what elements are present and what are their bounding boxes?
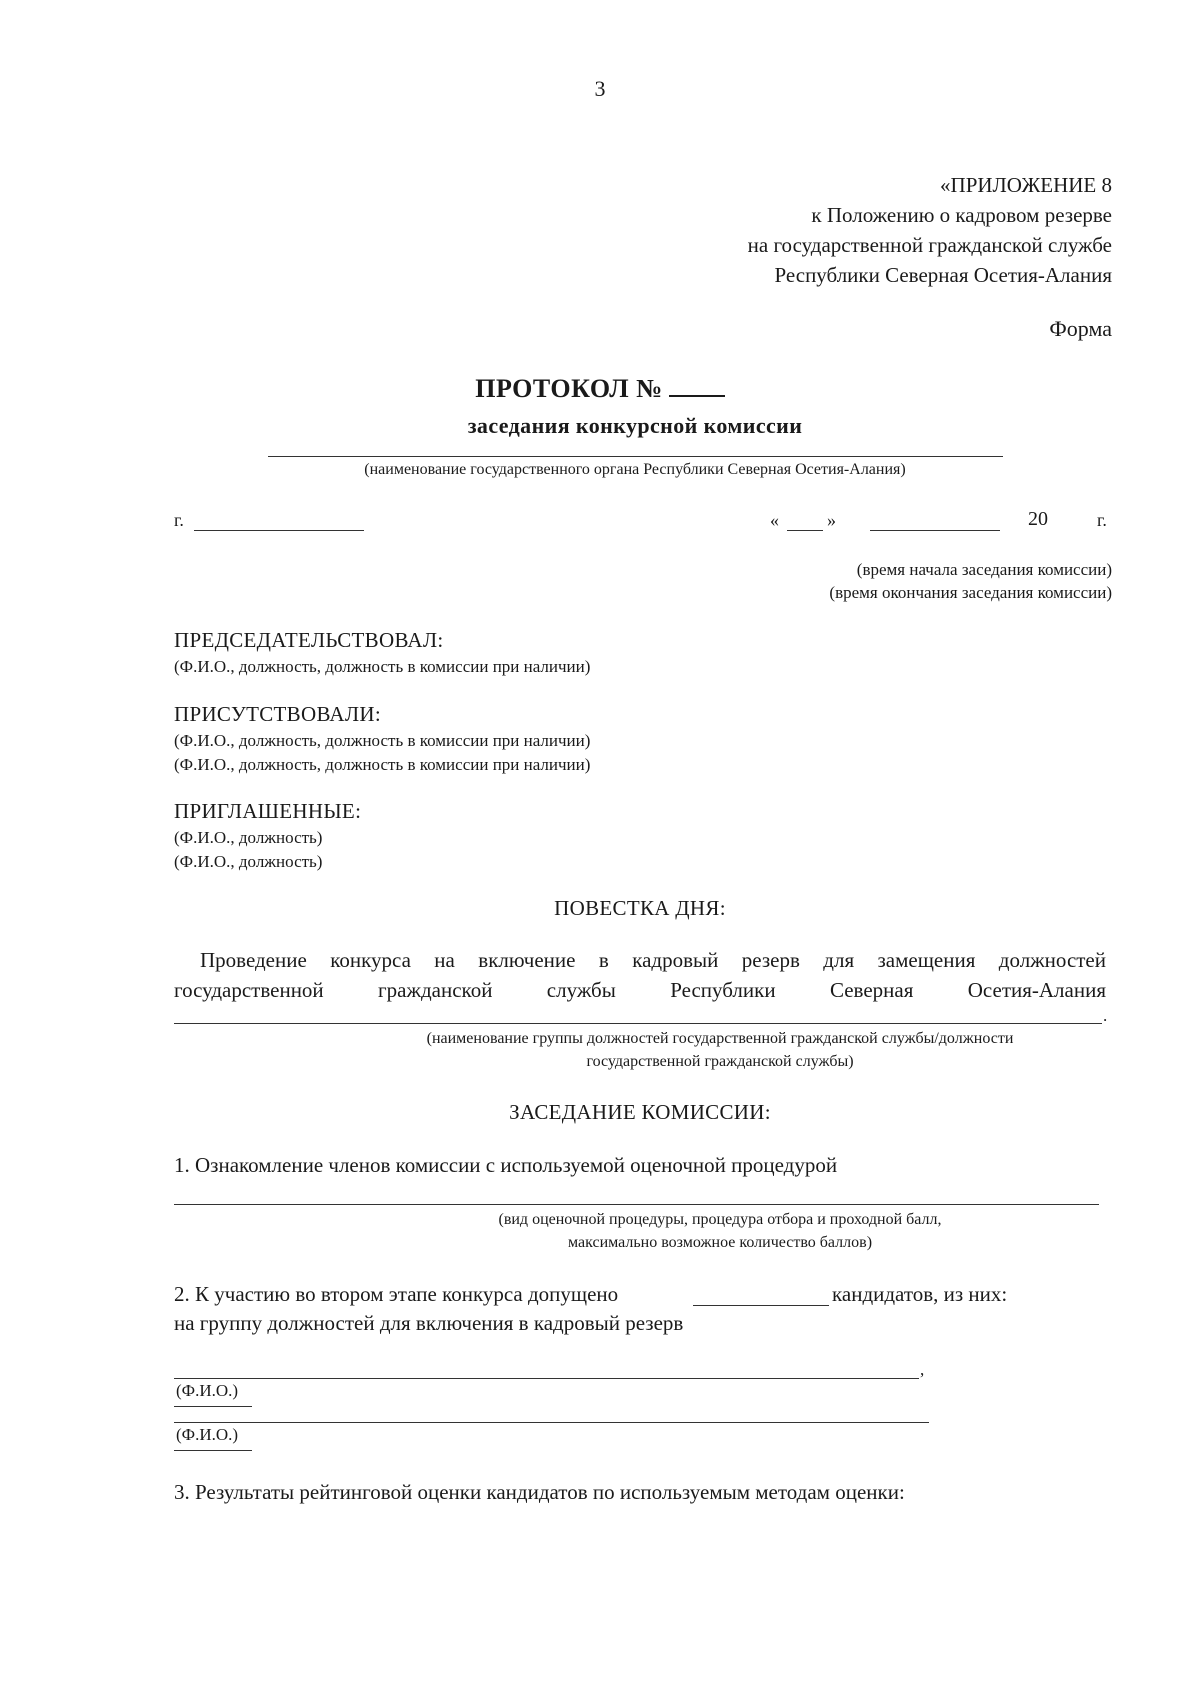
procedure-caption: (вид оценочной процедуры, процедура отбора и проходной балл, — [498, 1211, 942, 1228]
organ-name-line[interactable] — [268, 456, 1003, 457]
invited-line: (Ф.И.О., должность) — [174, 852, 323, 871]
document-title — [0, 374, 1200, 404]
candidate-line-1[interactable] — [174, 1378, 919, 1379]
title-text: ПРОТОКОЛ № — [475, 374, 663, 403]
procedure-line[interactable] — [174, 1204, 1099, 1205]
procedure-caption: максимально возможное количество баллов) — [567, 1234, 873, 1251]
meeting-item-2-prefix: 2. К участию во втором этапе конкурса допущено — [174, 1282, 619, 1306]
date-open-quote: « — [770, 510, 779, 530]
invited-line: (Ф.И.О., должность) — [174, 828, 323, 847]
appendix-title: «ПРИЛОЖЕНИЕ 8 — [940, 173, 1112, 197]
place-prefix: г. — [174, 510, 184, 530]
agenda-position-line[interactable] — [174, 1023, 1102, 1024]
agenda-line-period: . — [1103, 1006, 1108, 1025]
meeting-item-2-line: на группу должностей для включения в кадровый резерв — [174, 1311, 684, 1335]
appendix-line: на государственной гражданской службе — [747, 233, 1112, 257]
present-heading: ПРИСУТСТВОВАЛИ: — [174, 702, 382, 726]
protocol-number-blank[interactable] — [669, 375, 725, 397]
admitted-count-line[interactable] — [693, 1305, 829, 1306]
place-line[interactable] — [194, 530, 364, 531]
candidate-line-2[interactable] — [174, 1422, 929, 1423]
date-day-line[interactable] — [787, 530, 823, 531]
date-month-line[interactable] — [870, 530, 1000, 531]
present-line: (Ф.И.О., должность, должность в комиссии при наличии) — [174, 755, 591, 774]
appendix-block — [748, 170, 1112, 290]
meeting-item-1: 1. Ознакомление членов комиссии с используемой оценочной процедурой — [174, 1153, 838, 1177]
agenda-text-line: государственной гражданской службы Республики Северная Осетия-Алания — [174, 978, 1106, 1002]
appendix-line: Республики Северная Осетия-Алания — [774, 263, 1112, 287]
date-close-quote: » — [827, 510, 836, 530]
fio-caption: (Ф.И.О.) — [176, 1381, 239, 1400]
agenda-text-line: Проведение конкурса на включение в кадровый резерв для замещения должностей — [200, 948, 1106, 972]
fio-underline — [174, 1450, 252, 1451]
candidate-line-comma: , — [920, 1360, 925, 1379]
fio-caption: (Ф.И.О.) — [176, 1425, 239, 1444]
meeting-item-3: 3. Результаты рейтинговой оценки кандидатов по используемым методам оценки: — [174, 1480, 905, 1504]
chaired-line: (Ф.И.О., должность, должность в комиссии при наличии) — [174, 657, 591, 676]
invited-heading: ПРИГЛАШЕННЫЕ: — [174, 799, 362, 823]
appendix-line: к Положению о кадровом резерве — [811, 203, 1112, 227]
meeting-item-2-suffix: кандидатов, из них: — [832, 1282, 1008, 1306]
date-year-prefix: 20 — [1028, 508, 1048, 530]
agenda-heading: ПОВЕСТКА ДНЯ: — [554, 896, 726, 920]
agenda-caption: государственной гражданской службы) — [586, 1053, 854, 1070]
page-number: 3 — [594, 76, 606, 101]
present-line: (Ф.И.О., должность, должность в комиссии при наличии) — [174, 731, 591, 750]
time-start-caption: (время начала заседания комиссии) — [856, 560, 1112, 579]
meeting-heading: ЗАСЕДАНИЕ КОМИССИИ: — [509, 1100, 771, 1124]
document-subtitle: заседания конкурсной комиссии — [467, 413, 803, 438]
chaired-heading: ПРЕДСЕДАТЕЛЬСТВОВАЛ: — [174, 628, 444, 652]
form-label: Форма — [1049, 316, 1112, 341]
agenda-caption: (наименование группы должностей государственной гражданской службы/должности — [426, 1030, 1014, 1047]
time-end-caption: (время окончания заседания комиссии) — [829, 583, 1112, 602]
fio-underline — [174, 1406, 252, 1407]
organ-caption: (наименование государственного органа Республики Северная Осетия-Алания) — [364, 461, 906, 478]
date-year-suffix: г. — [1097, 510, 1107, 530]
